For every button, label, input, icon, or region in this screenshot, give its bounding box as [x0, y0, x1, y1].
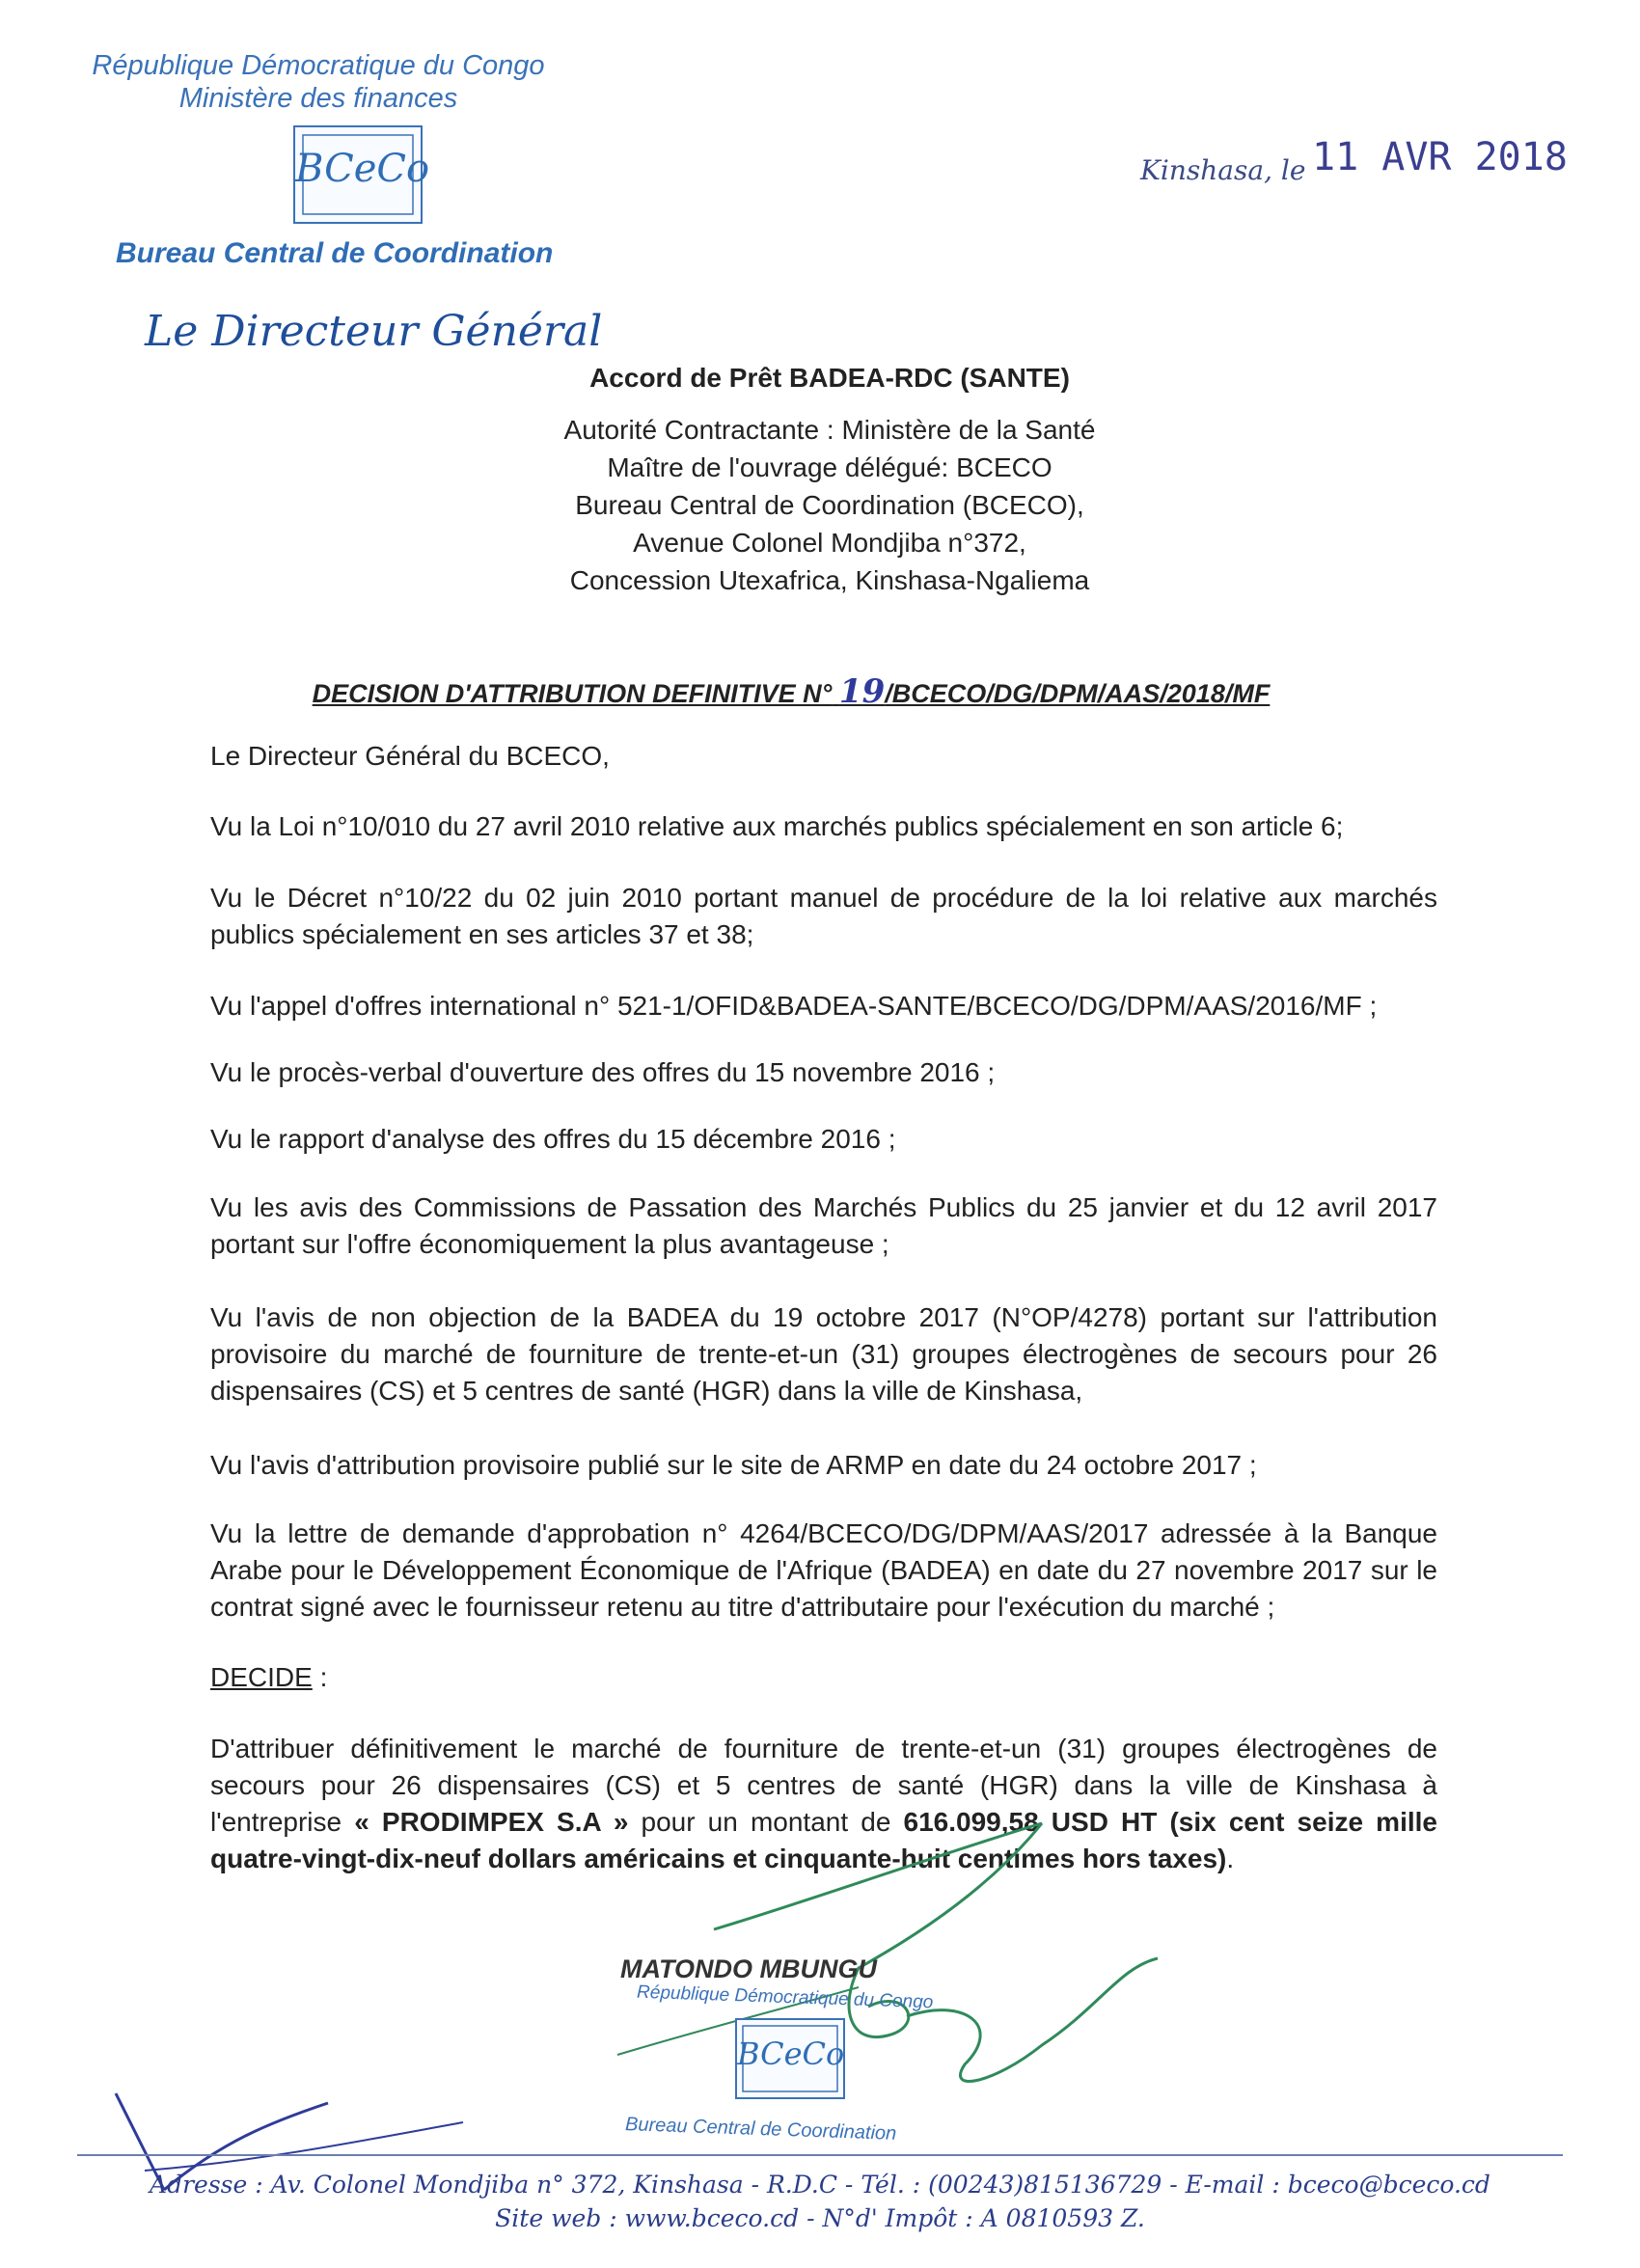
- consideration-4: Vu le procès-verbal d'ouverture des offres du 15 novembre 2016 ;: [210, 1057, 996, 1087]
- bceco-logo: [293, 125, 430, 224]
- company-name: « PRODIMPEX S.A »: [354, 1807, 629, 1837]
- stamp-top-text: République Démocratique du Congo: [636, 1981, 934, 2013]
- contract-amount: 616.099,58 USD HT (six cent seize mille quatre-vingt-dix-neuf dollars américains et cinquante-huit centimes hors taxes): [210, 1807, 1437, 1873]
- stamp-bottom-text: Bureau Central de Coordination: [624, 2114, 897, 2145]
- consideration-8: Vu l'avis d'attribution provisoire publié sur le site de ARMP en date du 24 octobre 2017 ;: [210, 1450, 1257, 1480]
- decide-word: DECIDE: [210, 1662, 313, 1692]
- consideration-6: Vu les avis des Commissions de Passation des Marchés Publics du 25 janvier et du 12 avril 2017 portant sur l'offre économiquement la plus avantageuse ;: [210, 1192, 1437, 1259]
- decide-colon: :: [312, 1662, 328, 1692]
- decision-prefix: DECISION D'ATTRIBUTION DEFINITIVE N°: [312, 679, 833, 708]
- address-line-1: Autorité Contractante : Ministère de la Santé: [563, 415, 1096, 445]
- consideration-5: Vu le rapport d'analyse des offres du 15 décembre 2016 ;: [210, 1124, 896, 1154]
- decide-heading: [210, 1659, 1437, 1696]
- consideration-2: Vu le Décret n°10/22 du 02 juin 2010 portant manuel de procédure de la loi relative aux marchés publics spécialement en ses articles 37 et 38;: [210, 883, 1437, 949]
- date-prefix: Kinshasa, le: [1140, 154, 1306, 186]
- republic-title: République Démocratique du Congo: [92, 50, 545, 81]
- director-title: Le Directeur Général: [145, 307, 603, 356]
- consideration-7: Vu l'avis de non objection de la BADEA du 19 octobre 2017 (N°OP/4278) portant sur l'attribution provisoire du marché de fourniture de trente-et-un (31) groupes électrogènes de secours pour 26 dispensaires (CS) et 5 centres de santé (HGR) dans la ville de Kinshasa,: [210, 1302, 1437, 1406]
- bureau-name: Bureau Central de Coordination: [116, 237, 554, 269]
- address-line-4: Avenue Colonel Mondjiba n°372,: [633, 528, 1026, 558]
- footer-rule: [77, 2154, 1563, 2156]
- consideration-1: Vu la Loi n°10/010 du 27 avril 2010 relative aux marchés publics spécialement en son article 6;: [210, 811, 1344, 841]
- decision-title: [222, 672, 1360, 711]
- address-line-5: Concession Utexafrica, Kinshasa-Ngaliema: [569, 565, 1090, 595]
- intro-line: Le Directeur Général du BCECO,: [210, 741, 610, 771]
- decision-number: 19: [838, 672, 886, 711]
- decision-suffix: /BCECO/DG/DPM/AAS/2018/MF: [885, 679, 1271, 708]
- consideration-3: Vu l'appel d'offres international n° 521-1/OFID&BADEA-SANTE/BCECO/DG/DPM/AAS/2016/MF ;: [210, 991, 1378, 1021]
- logo-monogram: BCeCo: [295, 147, 430, 191]
- footer-website: Site web : www.bceco.cd - N°d' Impôt : A 0810593 Z.: [495, 2204, 1145, 2232]
- final-text-2: pour un montant de: [628, 1807, 904, 1837]
- address-line-2: Maître de l'ouvrage délégué: BCECO: [607, 452, 1052, 482]
- final-end: .: [1226, 1844, 1235, 1873]
- ministry-title: Ministère des finances: [178, 83, 458, 114]
- final-text-1: D'attribuer définitivement le marché de fourniture de trente-et-un (31) groupes électrogènes de secours pour 26 dispensaires (CS) et 5 centres de santé (HGR) dans la ville de Kinshasa à l'entreprise: [210, 1734, 1437, 1837]
- address-line-3: Bureau Central de Coordination (BCECO),: [575, 490, 1084, 520]
- stamp-monogram: BCeCo: [737, 2036, 845, 2072]
- footer-address: Adresse : Av. Colonel Mondjiba n° 372, Kinshasa - R.D.C - Tél. : (00243)815136729 - E-mail : bceco@bceco.cd: [150, 2171, 1490, 2199]
- consideration-9: Vu la lettre de demande d'approbation n° 4264/BCECO/DG/DPM/AAS/2017 adressée à la Banque Arabe pour le Développement Économique de l'Afrique (BADEA) en date du 27 novembre 2017 sur le contrat signé avec le fournisseur retenu au titre d'attributaire pour l'exécution du marché ;: [210, 1518, 1437, 1622]
- signatory-name: MATONDO MBUNGU: [620, 1954, 877, 1983]
- stamp-logo: [735, 2018, 845, 2099]
- loan-title: Accord de Prêt BADEA-RDC (SANTE): [589, 363, 1070, 393]
- date-stamp: 11 AVR 2018: [1312, 135, 1568, 179]
